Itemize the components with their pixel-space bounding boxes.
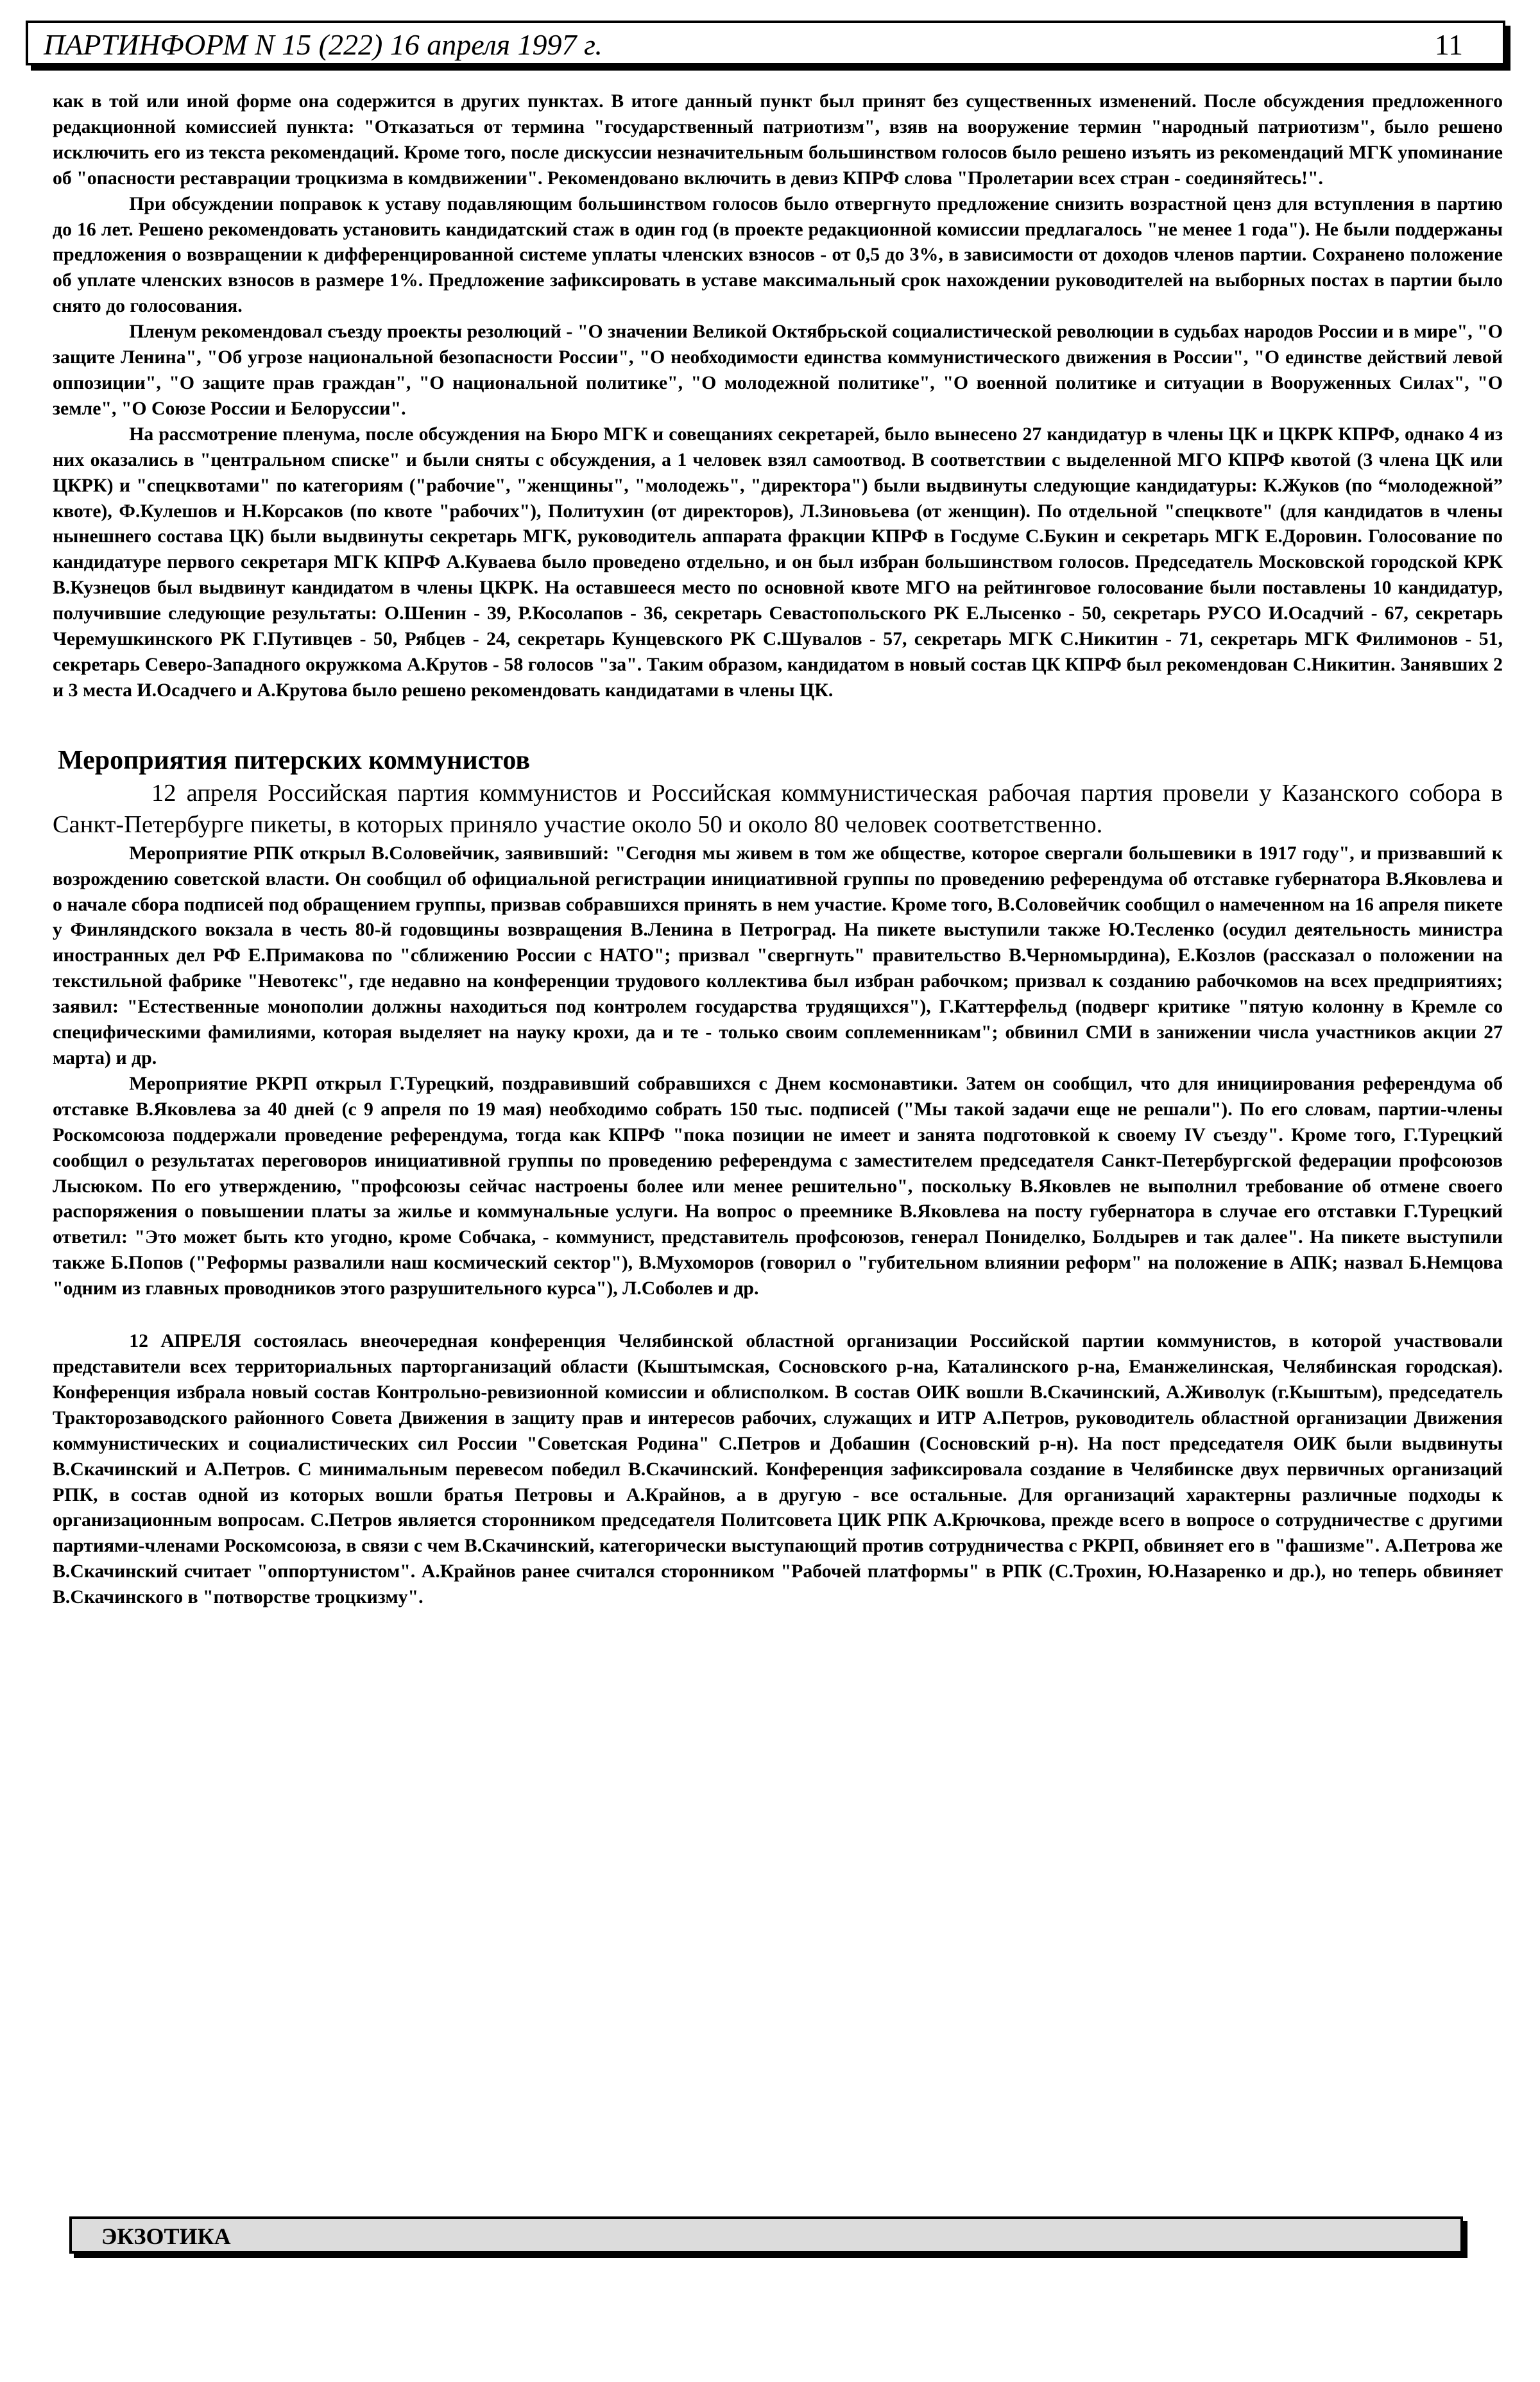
article-chelyabinsk <box>53 1328 1503 1610</box>
publication-title: ПАРТИНФОРМ N 15 (222) 16 апреля 1997 г. <box>44 28 603 61</box>
page-content <box>53 89 1503 1610</box>
article-paragraph: 12 АПРЕЛЯ состоялась внеочередная конференция Челябинской областной организации Российской партии коммунистов, в которой участвовали представители всех территориальных парторганизаций области (Кыштымская, Сосновского р-на, Каталинского р-на, Еманжелинская, Челябинская городская). Конференция избрала новый состав Контрольно-ревизионной комиссии и облисполком. В состав ОИК вошли В.Скачинский, А.Живолук (г.Кыштым), председатель Тракторозаводского районного Совета Движения в защиту прав и интересов рабочих, служащих и ИТР А.Петров, руководитель областной организации Движения коммунистических и социалистических сил России "Советская Родина" С.Петров и Добашин (Сосновский р-н). На пост председателя ОИК были выдвинуты В.Скачинский и А.Петров. С минимальным перевесом победил В.Скачинский. Конференция зафиксировала создание в Челябинске двух первичных организаций РПК, в состав одной из которых вошли братья Петровы и А.Крайнов, а в другую - все остальные. Для организаций характерны различные подходы к организационным вопросам. С.Петров является сторонником председателя Политсовета ЦИК РПК А.Крючкова, прежде всего в вопросе о сотрудничестве с другими партиями-членами Роскомсоюза, в связи с чем В.Скачинский, категорически выступающий против сотрудничества с РКРП, обвиняет его в "фашизме". А.Петрова же В.Скачинский считает "оппортунистом". А.Крайнов ранее считался сторонником "Рабочей платформы" в РПК (С.Трохин, Ю.Назаренко и др.), но теперь обвиняет В.Скачинского в "потворстве троцкизму". <box>53 1330 1503 1608</box>
page-number: 11 <box>1434 28 1463 61</box>
section-banner-label: ЭКЗОТИКА <box>101 2223 231 2249</box>
article-paragraph: Мероприятие РКРП открыл Г.Турецкий, поздравивший собравшихся с Днем космонавтики. Затем он сообщил, что для инициирования референдума об отставке В.Яковлева за 40 дней (с 9 апреля по 19 мая) необходимо собрать 150 тыс. подписей ("Мы такой задачи еще не решали"). По его словам, партии-члены Роскомсоюза поддержали проведение референдума, тогда как КПРФ "пока позиции не имеет и занята подготовкой к своему IV съезду". Кроме того, Г.Турецкий сообщил о результатах переговоров инициативной группы по проведению референдума с заместителем председателя Санкт-Петербургской федерации профсоюзов Лысюком. По его утверждению, "профсоюзы сейчас настроены более или менее решительно", поскольку В.Яковлев не выполнил требование об отмене своего распоряжения о повышении платы за жилье и коммунальные услуги. На вопрос о преемнике В.Яковлева на посту губернатора в случае его отставки Г.Турецкий ответил: "Это может быть кто угодно, кроме Собчака, - коммунист, представитель профсоюзов, генерал Пониделко, Болдырев и так далее". На пикете выступили также Б.Попов ("Реформы развалили наш космический сектор"), В.Мухоморов (говорил о "губительном влиянии реформ" на положение в АПК; назвал Б.Немцова "одним из главных проводников этого разрушительного курса"), Л.Соболев и др. <box>53 1072 1503 1299</box>
section-heading: Мероприятия питерских коммунистов <box>58 745 531 775</box>
article-paragraph: На рассмотрение пленума, после обсуждения на Бюро МГК и совещаниях секретарей, было вынесено 27 кандидатур в члены ЦК и ЦКРК КПРФ, однако 4 из них оказались в "центральном списке" и были сняты с обсуждения, а 1 человек взял самоотвод. В соответствии с выделенной МГО КПРФ квотой (3 члена ЦК или ЦКРК) и "спецквотами" по категориям ("рабочие", "женщины", "молодежь", "директора") были выдвинуты следующие кандидатуры: К.Жуков (по “молодежной” квоте), Ф.Кулешов и Н.Корсаков (по квоте "рабочих"), Политухин (от директоров), Л.Зиновьева (от женщин). По отдельной "спецквоте" (для кандидатов в члены нынешнего состава ЦК) были выдвинуты секретарь МГК, руководитель аппарата фракции КПРФ в Госдуме С.Букин и секретарь МГК Е.Доровин. Голосование по кандидатуре первого секретаря МГК КПРФ А.Куваева было проведено отдельно, и он был избран большинством голосов. Председатель Московской городской КРК В.Кузнецов был выдвинут кандидатом в члены ЦКРК. На оставшееся место по основной квоте МГО на рейтинговое голосование были поставлены 10 кандидатур, получившие следующие результаты: О.Шенин - 39, Р.Косолапов - 36, секретарь Севастопольского РК Е.Лысенко - 50, секретарь РУСО И.Осадчий - 67, секретарь Черемушкинского РК Г.Путивцев - 50, Рябцев - 24, секретарь Кунцевского РК С.Шувалов - 57, секретарь МГК С.Никитин - 71, секретарь МГК Филимонов - 51, секретарь Северо-Западного окружкома А.Крутов - 58 голосов "за". Таким образом, кандидатом в новый состав ЦК КПРФ был рекомендован С.Никитин. Занявших 2 и 3 места И.Осадчего и А.Крутова было решено рекомендовать кандидатами в члены ЦК. <box>53 423 1503 701</box>
article-plenum <box>53 89 1503 703</box>
article-paragraph: При обсуждении поправок к уставу подавляющим большинством голосов было отвергнуто предложение снизить возрастной ценз для вступления в партию до 16 лет. Решено рекомендовать установить кандидатский стаж в один год (в проекте редакционной комиссии предлагалось "не менее 1 года"). Не были поддержаны предложения о возвращении к дифференцированной системе уплаты членских взносов - от 0,5 до 3%, в зависимости от доходов членов партии. Сохранено положение об уплате членских взносов в размере 1%. Предложение зафиксировать в уставе максимальный срок нахождении руководителей на выборных постах в партии было снято до голосования. <box>53 193 1503 317</box>
section-lead: 12 апреля Российская партия коммунистов и Российская коммунистическая рабочая партия провели у Казанского собора в Санкт-Петербурге пикеты, в которых приняло участие около 50 и около 80 человек соответственно. <box>53 779 1503 838</box>
article-piter-communists <box>53 744 1503 1301</box>
article-paragraph: Пленум рекомендовал съезду проекты резолюций - "О значении Великой Октябрьской социалистической революции в судьбах народов России и в мире", "О защите Ленина", "Об угрозе национальной безопасности России", "О необходимости единства коммунистического движения в России", "О единстве действий левой оппозиции", "О защите прав граждан", "О национальной политике", "О молодежной политике", "О военной политике и ситуации в Вооруженных Силах", "О земле", "О Союзе России и Белоруссии". <box>53 321 1503 419</box>
article-paragraph: как в той или иной форме она содержится в других пунктах. В итоге данный пункт был принят без существенных изменений. После обсуждения предложенного редакционной комиссией пункта: "Отказаться от термина "государственный патриотизм", взяв на вооружение термин "народный патриотизм", было решено исключить его из текста рекомендаций. Кроме того, после дискуссии незначительным большинством голосов было решено изъять из рекомендаций МГК упоминание об "опасности реставрации троцкизма в комдвижении". Рекомендовано включить в девиз КПРФ слова "Пролетарии всех стран - соединяйтесь!". <box>53 90 1503 189</box>
page-header <box>26 21 1505 65</box>
section-banner <box>69 2216 1463 2254</box>
article-paragraph: Мероприятие РПК открыл В.Соловейчик, заявивший: "Сегодня мы живем в том же обществе, которое свергали большевики в 1917 году", и призвавший к возрождению советской власти. Он сообщил об официальной регистрации инициативной группы по проведению референдума об отставке губернатора В.Яковлева и о начале сбора подписей под обращением группы, призвав собравшихся принять в нем участие. Кроме того, В.Соловейчик сообщил о намеченном на 16 апреля пикете у Финляндского вокзала в честь 80-й годовщины возвращения В.Ленина в Петроград. На пикете выступили также Ю.Тесленко (осудил деятельность министра иностранных дел РФ Е.Примакова по "сближению России с НАТО"; призвал "свергнуть" правительство В.Черномырдина), Е.Козлов (рассказал о положении на текстильной фабрике "Невотекс", где недавно на конференции трудового коллектива был избран рабочком; призвал к созданию рабочкомов на всех предприятиях; заявил: "Естественные монополии должны находиться под контролем государства трудящихся"), Г.Каттерфельд (подверг критике "пятую колонну в Кремле со специфическими фамилиями, которая выделяет на науку крохи, да и те - только своим соплеменникам"; обвинил СМИ в занижении числа участников акции 27 марта) и др. <box>53 842 1503 1068</box>
